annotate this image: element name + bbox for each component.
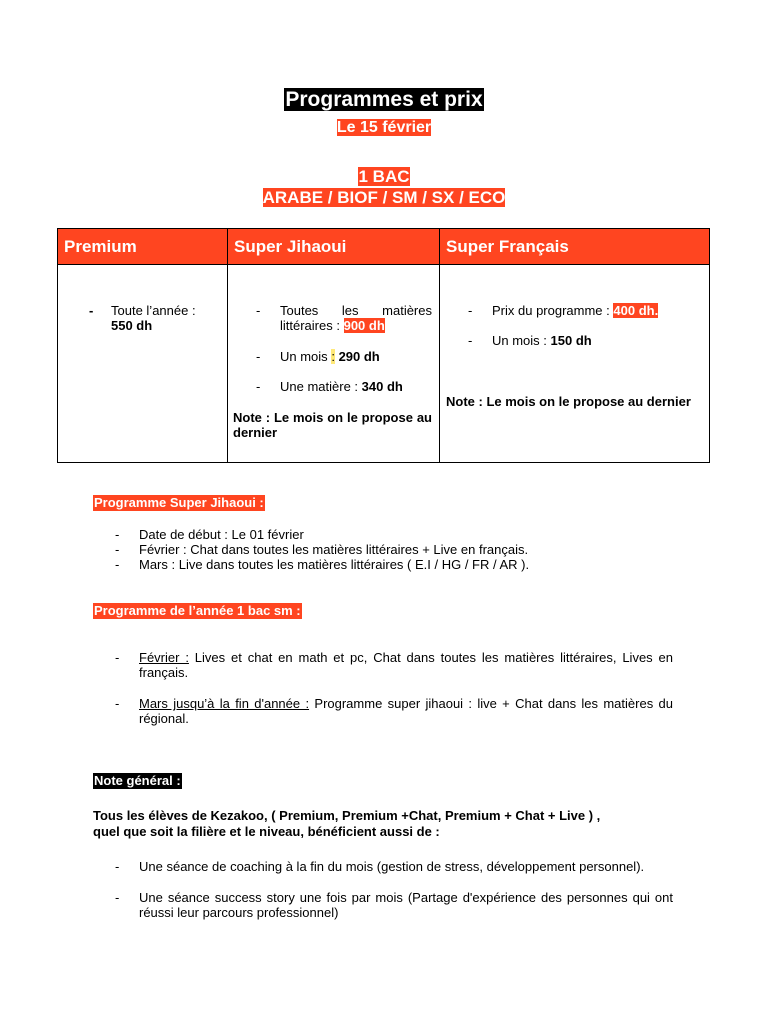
list-marker: - [256, 379, 261, 394]
list-marker: - [256, 349, 261, 364]
francais-note: Note : Le mois on le propose au dernier [446, 394, 691, 409]
list-item: - Mars : Live dans toutes les matières littéraires ( E.I / HG / FR / AR ). [115, 557, 530, 572]
list-marker: - [115, 650, 120, 665]
level-heading: 1 BAC [358, 167, 410, 186]
list-item [115, 696, 673, 726]
sm-february-label: Février : [139, 650, 189, 665]
list-marker: - [115, 890, 120, 905]
premium-year-label: Toute l’année : [111, 303, 196, 318]
jihaoui-all-subjects-item [256, 303, 432, 333]
francais-month-price: 150 dh [550, 333, 592, 348]
premium-year-item [89, 303, 221, 333]
list-marker: - [468, 333, 473, 348]
list-marker: - [115, 696, 120, 711]
list-item: - Date de début : Le 01 février [115, 527, 304, 542]
note-general-title: Note général : [94, 773, 181, 788]
francais-program-item [468, 303, 702, 318]
date-line: Le 15 février [336, 119, 432, 136]
jihaoui-subject-price: 340 dh [361, 379, 403, 394]
list-marker: - [256, 303, 261, 318]
column-header-super-francais: Super Français [440, 229, 710, 265]
streams-heading: ARABE / BIOF / SM / SX / ECO [262, 188, 506, 207]
jihaoui-all-subjects-label: Toutes les matières littéraires : [280, 303, 432, 333]
pricing-table-header-row [58, 229, 710, 265]
sm-march-label: Mars jusqu’à la fin d'année : [139, 696, 310, 711]
list-item [115, 650, 674, 680]
page-title: Programmes et prix [285, 88, 483, 111]
list-item: - Février : Chat dans toutes les matières littéraires + Live en français. [115, 542, 529, 557]
list-item: - Une séance success story une fois par mois (Partage d'expérience des personnes qui ont réussi leur parcours professionnel) [115, 890, 673, 920]
list-marker: - [115, 557, 120, 572]
list-item: - Une séance de coaching à la fin du mois (gestion de stress, développement personnel). [115, 859, 645, 874]
list-marker: - [468, 303, 473, 318]
premium-cell [58, 265, 228, 463]
premium-year-price: 550 dh [111, 318, 153, 333]
pricing-table [57, 228, 710, 463]
jihaoui-note: Note : Le mois on le propose au dernier [233, 410, 432, 440]
column-header-super-jihaoui: Super Jihaoui [228, 229, 440, 265]
francais-month-item [468, 333, 702, 348]
sm-march-text: Programme super jihaoui : live + Chat dans les matières du régional. [139, 696, 673, 726]
section-jihaoui-title: Programme Super Jihaoui : [94, 495, 264, 510]
column-header-premium: Premium [58, 229, 228, 265]
jihaoui-all-subjects-price: 900 dh [343, 318, 385, 333]
jihaoui-subject-label: Une matière : [280, 379, 359, 394]
francais-program-label: Prix du programme : [492, 303, 610, 318]
jihaoui-month-colon: : [331, 349, 335, 364]
list-marker: - [115, 527, 120, 542]
francais-program-price: 400 dh. [613, 303, 659, 318]
list-marker: - [115, 542, 120, 557]
super-jihaoui-cell [228, 265, 440, 463]
note-general-intro: Tous les élèves de Kezakoo, ( Premium, Premium +Chat, Premium + Chat + Live ) , quel que soit la filière et le niveau, bénéficient aussi de : [93, 808, 601, 839]
pricing-table-body-row [58, 265, 710, 463]
section-sm-title: Programme de l’année 1 bac sm : [94, 603, 301, 618]
list-marker: - [115, 859, 120, 874]
list-marker: - [89, 303, 94, 318]
sm-february-text: Lives et chat en math et pc, Chat dans toutes les matières littéraires, Lives en français. [139, 650, 674, 680]
jihaoui-month-item [256, 349, 432, 364]
jihaoui-month-price: 290 dh [338, 349, 380, 364]
super-francais-cell [440, 265, 710, 463]
jihaoui-month-label: Un mois [280, 349, 328, 364]
francais-month-label: Un mois : [492, 333, 547, 348]
jihaoui-subject-item [256, 379, 432, 394]
